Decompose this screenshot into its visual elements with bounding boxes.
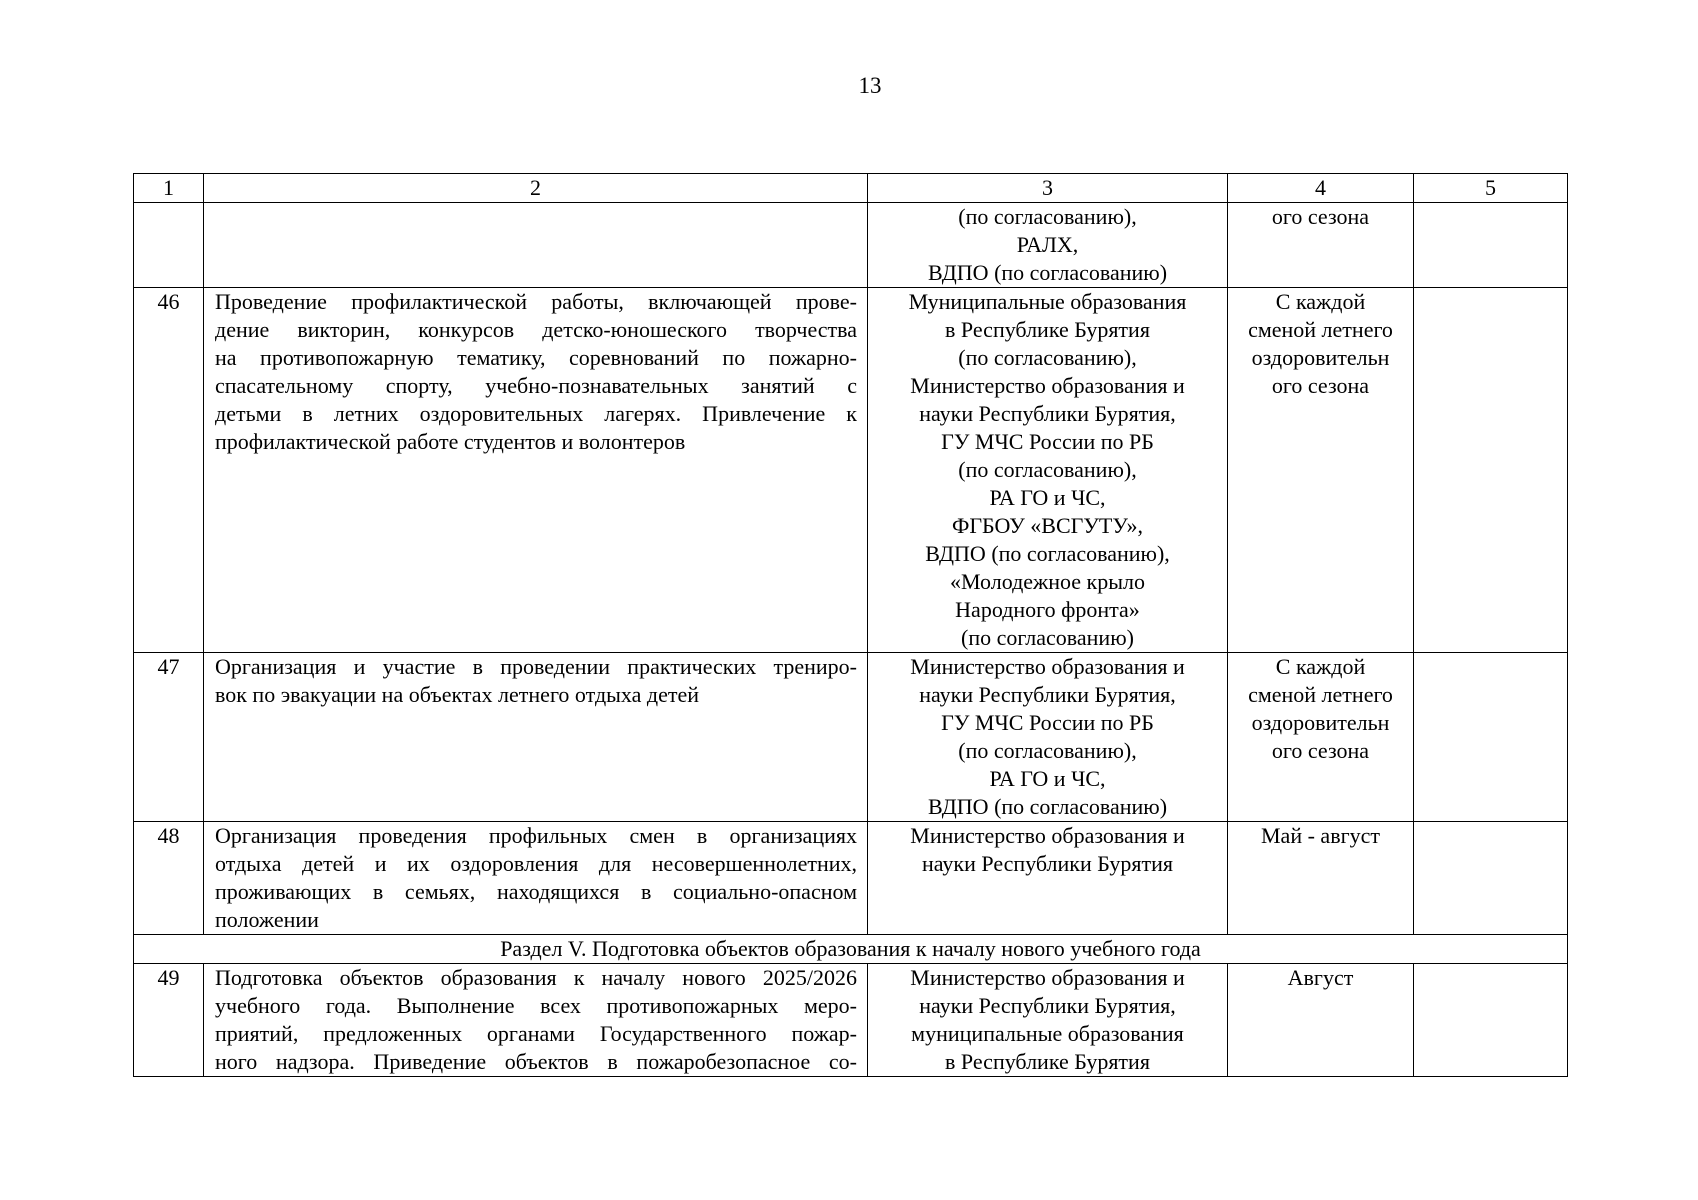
row-note [1414,203,1568,288]
row-executors: Министерство образования и науки Республики Бурятия [868,822,1228,935]
table-row [134,822,1568,935]
table-row [134,203,1568,288]
column-header: 5 [1414,174,1568,203]
section-row [134,935,1568,964]
measures-table [133,173,1568,1077]
row-executors: Министерство образования и науки Республики Бурятия, муниципальные образования в Республике Бурятия [868,964,1228,1077]
row-term: С каждой сменой летнего оздоровительн ого сезона [1228,653,1414,822]
row-description: Организация и участие в проведении практических трениро- вок по эвакуации на объектах летнего отдыха детей [204,653,868,822]
column-header: 1 [134,174,204,203]
table-row [134,653,1568,822]
row-description [204,203,868,288]
row-executors: (по согласованию), РАЛХ, ВДПО (по согласованию) [868,203,1228,288]
table-row [134,288,1568,653]
row-number: 47 [134,653,204,822]
page-number: 13 [858,73,882,98]
row-description: Подготовка объектов образования к началу нового 2025/2026 учебного года. Выполнение всех противопожарных меро- приятий, предложенных органами Государственного пожар- ного надзора. Приведение объектов в пожаробезопасное со- [204,964,868,1077]
row-executors: Муниципальные образования в Республике Бурятия (по согласованию), Министерство образования и науки Республики Бурятия, ГУ МЧС России по РБ (по согласованию), РА ГО и ЧС, ФГБОУ «ВСГУТУ», ВДПО (по согласованию), «Молодежное крыло Народного фронта» (по согласованию) [868,288,1228,653]
row-description: Организация проведения профильных смен в организациях отдыха детей и их оздоровления для несовершеннолетних, проживающих в семьях, находящихся в социально-опасном положении [204,822,868,935]
row-term: ого сезона [1228,203,1414,288]
row-number [134,203,204,288]
row-note [1414,653,1568,822]
row-term: Май - август [1228,822,1414,935]
row-executors: Министерство образования и науки Республики Бурятия, ГУ МЧС России по РБ (по согласованию), РА ГО и ЧС, ВДПО (по согласованию) [868,653,1228,822]
table-row [134,964,1568,1077]
column-header: 4 [1228,174,1414,203]
row-number: 49 [134,964,204,1077]
column-header: 3 [868,174,1228,203]
row-description: Проведение профилактической работы, включающей прове- дение викторин, конкурсов детско-юношеского творчества на противопожарную тематику, соревнований по пожарно- спасательному спорту, учебно-познавательных занятий с детьми в летних оздоровительных лагерях. Привлечение к профилактической работе студентов и волонтеров [204,288,868,653]
section-title: Раздел V. Подготовка объектов образования к началу нового учебного года [134,935,1568,964]
row-note [1414,288,1568,653]
row-note [1414,964,1568,1077]
column-header: 2 [204,174,868,203]
row-number: 46 [134,288,204,653]
row-number: 48 [134,822,204,935]
row-note [1414,822,1568,935]
row-term: Август [1228,964,1414,1077]
row-term: С каждой сменой летнего оздоровительн ого сезона [1228,288,1414,653]
table-header-row [134,174,1568,203]
